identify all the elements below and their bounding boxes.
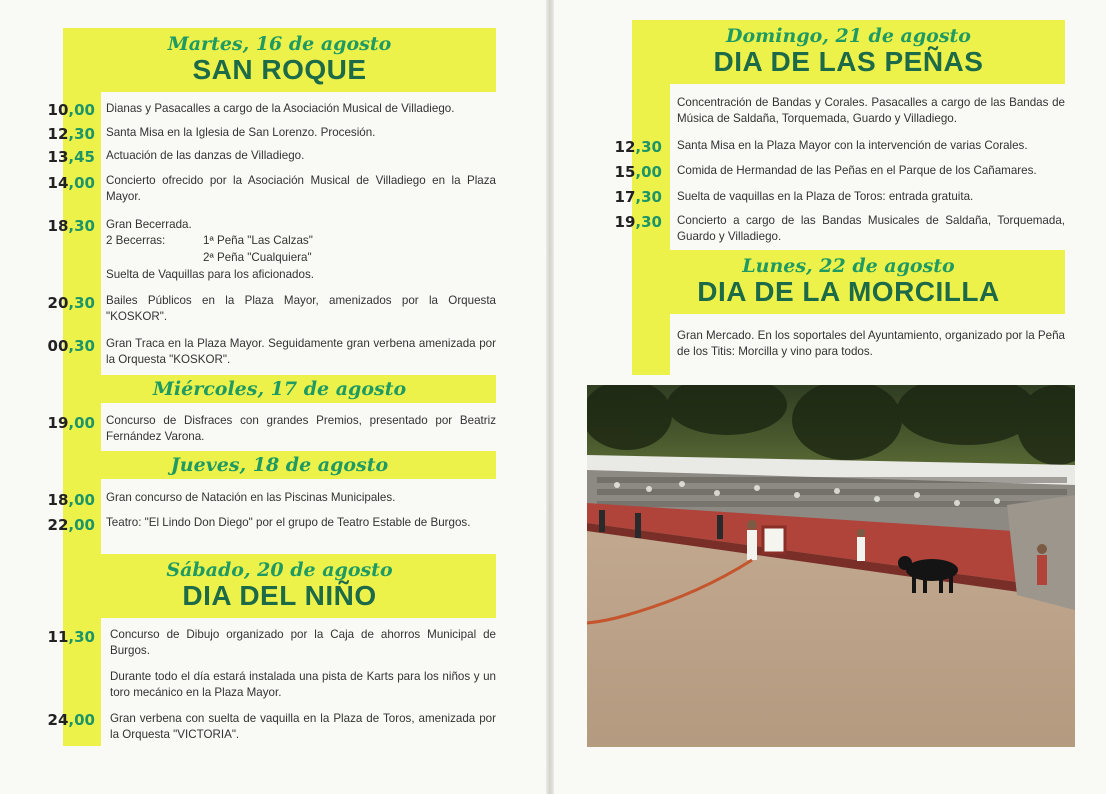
event-description: Gran Becerrada. [106, 218, 192, 231]
event-time: 12,30 [47, 125, 95, 143]
becerras-label: 2 Becerras: [106, 234, 166, 247]
event-time: 15,00 [614, 163, 662, 181]
event-description: Suelta de vaquillas en la Plaza de Toros: entrada gratuita. [677, 190, 974, 203]
day-title-lunes: Lunes, 22 de agosto [742, 255, 955, 277]
event-description: Dianas y Pasacalles a cargo de la Asociación Musical de Villadiego. [106, 102, 455, 115]
header-jueves [63, 451, 496, 479]
event-description: Concurso de Dibujo organizado por la Caja de ahorros Municipal de Burgos. [110, 628, 496, 657]
event-description: Comida de Hermandad de las Peñas en el Parque de los Cañamares. [677, 164, 1037, 177]
header-martes [63, 28, 496, 92]
event-time: 22,00 [47, 516, 95, 534]
day-title-domingo: Domingo, 21 de agosto [726, 25, 971, 47]
event-time: 12,30 [614, 138, 662, 156]
day-title-miercoles: Miércoles, 17 de agosto [152, 378, 407, 400]
event-description: Gran verbena con suelta de vaquilla en la Plaza de Toros, amenizada por la Orquesta "VICTORIA". [110, 712, 496, 741]
event-description: Santa Misa en la Plaza Mayor con la intervención de varias Corales. [677, 139, 1028, 152]
event-time: 13,45 [47, 148, 95, 166]
day-title-sabado: Sábado, 20 de agosto [166, 559, 393, 581]
event-time: 11,30 [47, 628, 95, 646]
bullring-photo-illustration [587, 385, 1075, 747]
becerra-pena-1: 1ª Peña "Las Calzas" [203, 234, 313, 247]
section-title-dia-de-la-morcilla: DIA DE LA MORCILLA [697, 276, 1000, 307]
event-time: 17,30 [614, 188, 662, 206]
event-time: 20,30 [47, 294, 95, 312]
event-time: 18,00 [47, 491, 95, 509]
event-description: Teatro: "El Lindo Don Diego" por el grupo de Teatro Estable de Burgos. [106, 516, 471, 529]
event-description: Actuación de las danzas de Villadiego. [106, 149, 305, 162]
day-title-martes: Martes, 16 de agosto [167, 33, 392, 55]
section-title-dia-del-nino: DIA DEL NIÑO [182, 580, 377, 611]
page-gutter [546, 0, 554, 794]
event-time: 19,00 [47, 414, 95, 432]
bullring-photo [587, 385, 1075, 747]
event-description: Concierto ofrecido por la Asociación Musical de Villadiego en la Plaza Mayor. [106, 174, 496, 203]
event-description: Bailes Públicos en la Plaza Mayor, amenizados por la Orquesta "KOSKOR". [106, 294, 496, 323]
becerra-pena-2: 2ª Peña "Cualquiera" [203, 251, 312, 264]
suelta-vaquillas-text: Suelta de Vaquillas para los aficionados. [106, 268, 314, 281]
day-title-jueves: Jueves, 18 de agosto [170, 454, 389, 476]
event-time: 19,30 [614, 213, 662, 231]
event-description: Santa Misa en la Iglesia de San Lorenzo. Procesión. [106, 126, 376, 139]
event-time: 14,00 [47, 174, 95, 192]
header-domingo [632, 20, 1065, 84]
event-description: Concierto a cargo de las Bandas Musicales de Saldaña, Torquemada, Guardo y Villadiego. [677, 214, 1065, 243]
header-sabado [63, 554, 496, 618]
event-time: 24,00 [47, 711, 95, 729]
event-description: Gran Mercado. En los soportales del Ayuntamiento, organizado por la Peña de los Titis: Morcilla y vino para todos. [677, 329, 1065, 358]
event-description: Gran concurso de Natación en las Piscinas Municipales. [106, 491, 396, 504]
header-miercoles [63, 375, 496, 403]
event-time: 10,00 [47, 101, 95, 119]
event-description: Gran Traca en la Plaza Mayor. Seguidamente gran verbena amenizada por la Orquesta "KOSKOR". [106, 337, 496, 366]
section-title-dia-de-las-penas: DIA DE LAS PEÑAS [713, 46, 984, 77]
section-title-san-roque: SAN ROQUE [192, 54, 367, 85]
event-description: Concentración de Bandas y Corales. Pasacalles a cargo de las Bandas de Música de Saldaña, Torquemada, Guardo y Villadiego. [677, 96, 1065, 125]
header-lunes [632, 250, 1065, 314]
event-description: Concurso de Disfraces con grandes Premios, presentado por Beatriz Fernández Varona. [106, 414, 496, 443]
event-time: 00,30 [47, 337, 95, 355]
karts-note: Durante todo el día estará instalada una pista de Karts para los niños y un toro mecánico en la Plaza Mayor. [110, 670, 496, 699]
event-time: 18,30 [47, 217, 95, 235]
